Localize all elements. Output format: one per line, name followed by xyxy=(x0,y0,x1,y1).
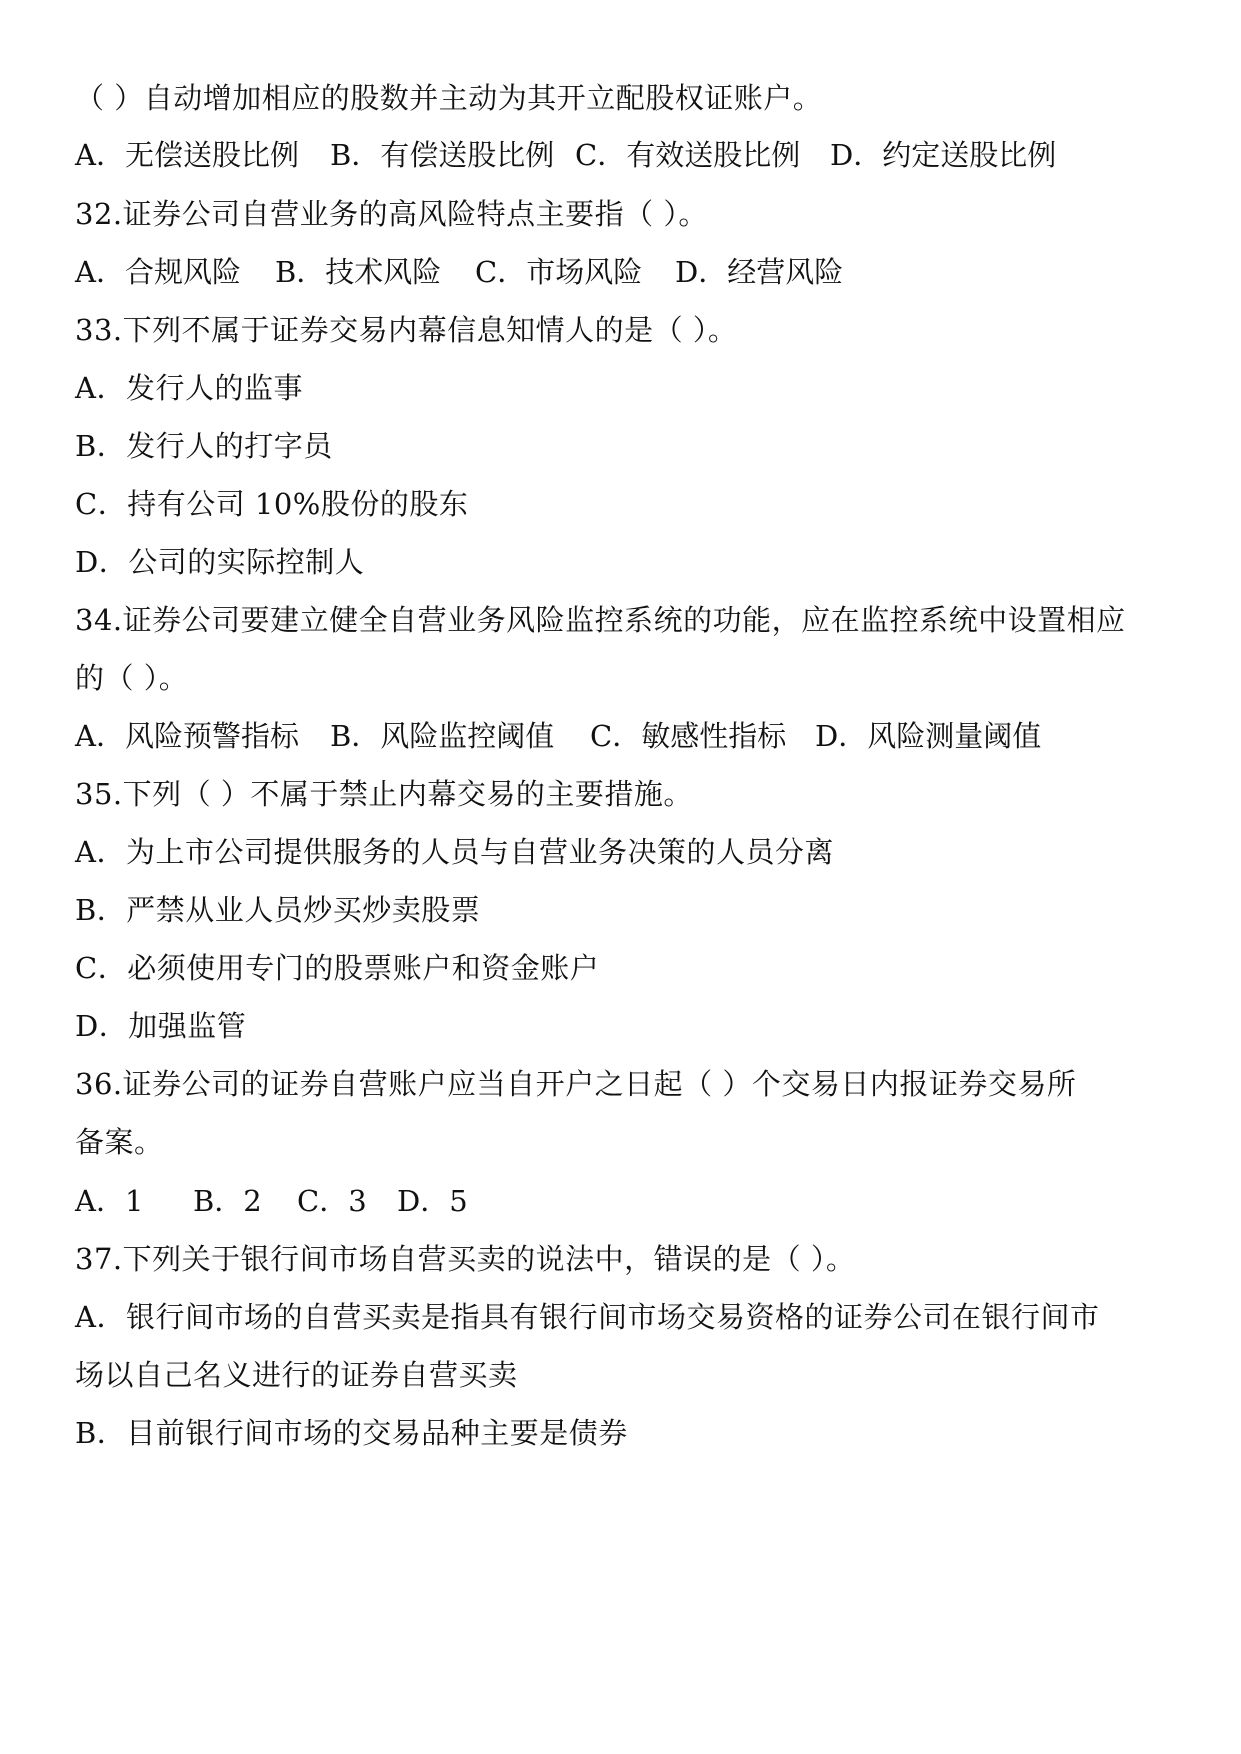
q32-options xyxy=(75,252,1185,292)
q31-option-a: A．无偿送股比例 xyxy=(75,138,299,172)
q31-options xyxy=(75,135,1185,175)
q31-option-b: B．有偿送股比例 xyxy=(330,138,555,172)
q34-option-a: A．风险预警指标 xyxy=(75,719,299,753)
q33-option-c: C．持有公司 10%股份的股东 xyxy=(75,487,469,521)
q37-option-a: A．银行间市场的自营买卖是指具有银行间市场交易资格的证券公司在银行间市 xyxy=(75,1300,1100,1334)
q36-stem-continuation: 备案。 xyxy=(75,1125,164,1159)
q31-option-c: C．有效送股比例 xyxy=(575,138,801,172)
q35-option-a: A．为上市公司提供服务的人员与自营业务决策的人员分离 xyxy=(75,835,834,869)
q36-option-d: D．5 xyxy=(397,1184,468,1218)
q32-option-c: C．市场风险 xyxy=(475,255,643,289)
q36-options xyxy=(75,1181,1185,1221)
q31-option-d: D．约定送股比例 xyxy=(830,138,1057,172)
q36-stem: 36.证券公司的证券自营账户应当自开户之日起（ ）个交易日内报证券交易所 xyxy=(75,1067,1077,1101)
q33-option-d: D．公司的实际控制人 xyxy=(75,545,365,579)
q36-option-c: C．3 xyxy=(297,1184,367,1218)
q34-stem: 34.证券公司要建立健全自营业务风险监控系统的功能，应在监控系统中设置相应 xyxy=(75,603,1126,637)
q37-option-b: B．目前银行间市场的交易品种主要是债券 xyxy=(75,1416,628,1450)
q35-option-d: D．加强监管 xyxy=(75,1009,247,1043)
q34-option-c: C．敏感性指标 xyxy=(590,719,787,753)
q33-stem: 33.下列不属于证券交易内幕信息知情人的是（ ）。 xyxy=(75,313,738,347)
q34-option-d: D．风险测量阈值 xyxy=(815,719,1042,753)
q32-option-d: D．经营风险 xyxy=(675,255,844,289)
q32-option-b: B．技术风险 xyxy=(275,255,442,289)
q32-option-a: A．合规风险 xyxy=(75,255,241,289)
q34-options xyxy=(75,716,1185,756)
q34-option-b: B．风险监控阈值 xyxy=(330,719,555,753)
q35-stem: 35.下列（ ）不属于禁止内幕交易的主要措施。 xyxy=(75,777,693,811)
q37-option-a-continuation: 场以自己名义进行的证券自营买卖 xyxy=(75,1358,518,1392)
q36-option-b: B．2 xyxy=(193,1184,262,1218)
q32-stem: 32.证券公司自营业务的高风险特点主要指（ ）。 xyxy=(75,197,708,231)
q34-stem-continuation: 的（ ）。 xyxy=(75,661,189,695)
q33-option-b: B．发行人的打字员 xyxy=(75,429,333,463)
q31-stem-continuation: （ ）自动增加相应的股数并主动为其开立配股权证账户。 xyxy=(75,81,823,115)
q33-option-a: A．发行人的监事 xyxy=(75,371,303,405)
q35-option-c: C．必须使用专门的股票账户和资金账户 xyxy=(75,951,600,985)
q37-stem: 37.下列关于银行间市场自营买卖的说法中，错误的是（ ）。 xyxy=(75,1242,856,1276)
q35-option-b: B．严禁从业人员炒买炒卖股票 xyxy=(75,893,481,927)
q36-option-a: A．1 xyxy=(75,1184,144,1218)
